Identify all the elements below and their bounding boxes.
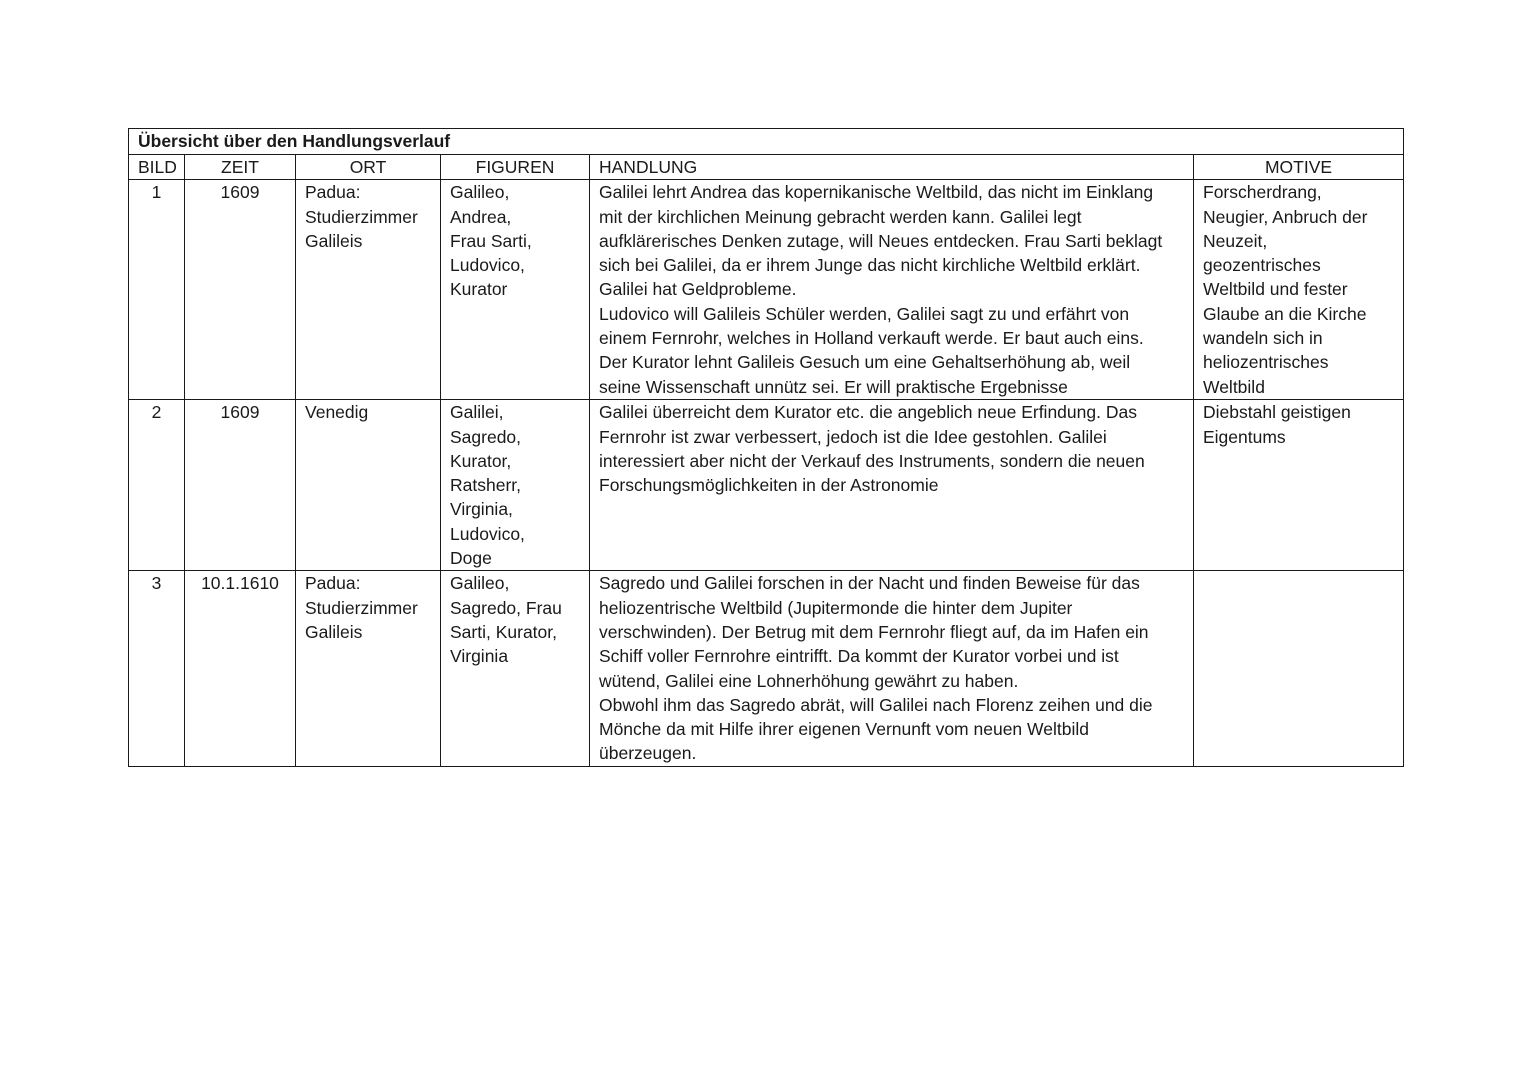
table-row — [129, 571, 1404, 766]
table-title: Übersicht über den Handlungsverlauf — [129, 129, 1404, 155]
cell-handlung — [590, 571, 1194, 766]
cell-figuren-text: Galileo, Sagredo, Frau Sarti, Kurator, Virginia — [450, 573, 562, 667]
cell-ort — [296, 400, 441, 571]
header-bild: BILD — [129, 155, 185, 180]
document-page — [128, 128, 1403, 767]
table-title-row — [129, 129, 1404, 155]
cell-ort-text: Venedig — [305, 402, 369, 423]
cell-zeit: 1609 — [185, 180, 296, 400]
cell-figuren — [441, 180, 590, 400]
header-handlung: HANDLUNG — [590, 155, 1194, 180]
cell-handlung — [590, 180, 1194, 400]
cell-motive — [1194, 400, 1404, 571]
table-header-row — [129, 155, 1404, 180]
cell-handlung — [590, 400, 1194, 571]
cell-ort-text: Padua: Studierzimmer Galileis — [305, 182, 418, 251]
cell-zeit: 10.1.1610 — [185, 571, 296, 766]
cell-bild: 1 — [129, 180, 185, 400]
header-zeit: ZEIT — [185, 155, 296, 180]
header-ort: ORT — [296, 155, 441, 180]
cell-handlung-text: Galilei lehrt Andrea das kopernikanische Weltbild, das nicht im Einklang mit der kirchlichen Meinung gebracht werden kann. Galilei legt aufklärerisches Denken zutage, will Neues entdecken. Frau Sarti beklagt sich bei Galilei, da er ihrem Junge das nicht kirchliche Weltbild erklärt. Galilei hat Geldprobleme. Ludovico will Galileis Schüler werden, Galilei sagt zu und erfährt von einem Fernrohr, welches in Holland verkauft werde. Er baut auch eins. Der Kurator lehnt Galileis Gesuch um eine Gehaltserhöhung ab, weil seine Wissenschaft unnütz sei. Er will praktische Ergebnisse — [599, 182, 1163, 397]
header-motive: MOTIVE — [1194, 155, 1404, 180]
cell-zeit: 1609 — [185, 400, 296, 571]
cell-motive — [1194, 571, 1404, 766]
cell-ort — [296, 180, 441, 400]
cell-bild: 2 — [129, 400, 185, 571]
plot-overview-table — [128, 128, 1404, 767]
cell-motive — [1194, 180, 1404, 400]
cell-ort-text: Padua: Studierzimmer Galileis — [305, 573, 418, 642]
table-row — [129, 180, 1404, 400]
cell-figuren — [441, 400, 590, 571]
cell-ort — [296, 571, 441, 766]
cell-motive-text: Forscherdrang, Neugier, Anbruch der Neuzeit, geozentrisches Weltbild und fester Glaube an die Kirche wandeln sich in heliozentrisches Weltbild — [1203, 182, 1368, 397]
cell-bild: 3 — [129, 571, 185, 766]
cell-handlung-text: Sagredo und Galilei forschen in der Nacht und finden Beweise für das heliozentrische Weltbild (Jupitermonde die hinter dem Jupiter verschwinden). Der Betrug mit dem Fernrohr fliegt auf, da im Hafen ein Schiff voller Fernrohre eintrifft. Da kommt der Kurator vorbei und ist wütend, Galilei eine Lohnerhöhung gewährt zu haben. Obwohl ihm das Sagredo abrät, will Galilei nach Florenz zeihen und die Mönche da mit Hilfe ihrer eigenen Vernunft vom neuen Weltbild überzeugen. — [599, 573, 1153, 764]
cell-motive-text: Diebstahl geistigen Eigentums — [1203, 402, 1351, 447]
cell-figuren-text: Galileo, Andrea, Frau Sarti, Ludovico, Kurator — [450, 182, 532, 300]
cell-figuren — [441, 571, 590, 766]
header-figuren: FIGUREN — [441, 155, 590, 180]
cell-figuren-text: Galilei, Sagredo, Kurator, Ratsherr, Virginia, Ludovico, Doge — [450, 402, 525, 569]
table-row — [129, 400, 1404, 571]
cell-handlung-text: Galilei überreicht dem Kurator etc. die angeblich neue Erfindung. Das Fernrohr ist zwar verbessert, jedoch ist die Idee gestohlen. Galilei interessiert aber nicht der Verkauf des Instruments, sondern die neuen Forschungsmöglichkeiten in der Astronomie — [599, 402, 1145, 496]
